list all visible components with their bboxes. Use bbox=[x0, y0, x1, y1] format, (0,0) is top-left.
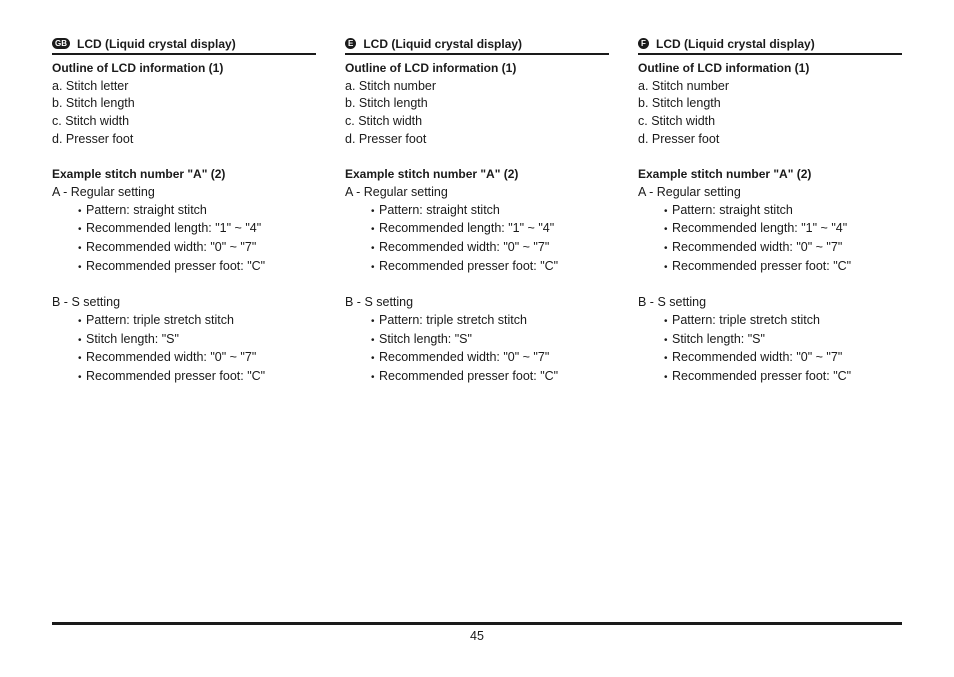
bullet-icon: • bbox=[664, 261, 668, 273]
language-badge: F bbox=[638, 38, 649, 49]
bullet-icon: • bbox=[78, 261, 82, 273]
list-item: • Recommended width: "0" ~ "7" bbox=[345, 239, 609, 258]
outline-item: a. Stitch letter bbox=[52, 78, 129, 93]
outline-title: Outline of LCD information (1) bbox=[638, 61, 810, 75]
bullet-icon: • bbox=[371, 315, 375, 327]
bullet-icon: • bbox=[78, 334, 82, 346]
list-item: • Recommended width: "0" ~ "7" bbox=[52, 239, 316, 258]
list-item: • Recommended presser foot: "C" bbox=[638, 258, 902, 277]
list-item: • Pattern: straight stitch bbox=[638, 202, 902, 221]
bullet-icon: • bbox=[371, 371, 375, 383]
outline-item: a. Stitch number bbox=[345, 78, 437, 93]
list-item: • Recommended length: "1" ~ "4" bbox=[52, 220, 316, 239]
list-item: • Pattern: triple stretch stitch bbox=[52, 312, 316, 331]
list-item: • Recommended width: "0" ~ "7" bbox=[638, 349, 902, 368]
list-item: • Recommended presser foot: "C" bbox=[52, 258, 316, 277]
list-item: • Recommended presser foot: "C" bbox=[638, 368, 902, 387]
list-item: • Recommended width: "0" ~ "7" bbox=[345, 349, 609, 368]
outline-item: b. Stitch length bbox=[52, 96, 135, 111]
list-item: • Recommended length: "1" ~ "4" bbox=[345, 220, 609, 239]
language-badge: GB bbox=[52, 38, 70, 49]
a-setting-title: A - Regular setting bbox=[52, 184, 155, 199]
list-item: • Recommended presser foot: "C" bbox=[345, 258, 609, 277]
column-gb bbox=[52, 34, 316, 387]
bullet-icon: • bbox=[664, 315, 668, 327]
list-item: • Recommended length: "1" ~ "4" bbox=[638, 220, 902, 239]
list-item: • Recommended presser foot: "C" bbox=[345, 368, 609, 387]
list-item: • Pattern: straight stitch bbox=[52, 202, 316, 221]
bullet-icon: • bbox=[664, 243, 668, 255]
outline-item: d. Presser foot bbox=[345, 131, 427, 146]
bullet-icon: • bbox=[78, 224, 82, 236]
language-badge: E bbox=[345, 38, 356, 49]
bullet-icon: • bbox=[78, 315, 82, 327]
outline-title: Outline of LCD information (1) bbox=[52, 61, 224, 75]
list-item: • Pattern: triple stretch stitch bbox=[638, 312, 902, 331]
list-item: • Pattern: triple stretch stitch bbox=[345, 312, 609, 331]
footer-divider bbox=[52, 622, 902, 625]
column-e bbox=[345, 34, 609, 387]
bullet-icon: • bbox=[78, 353, 82, 365]
outline-item: c. Stitch width bbox=[345, 114, 423, 129]
bullet-icon: • bbox=[371, 261, 375, 273]
list-item: • Pattern: straight stitch bbox=[345, 202, 609, 221]
bullet-icon: • bbox=[78, 243, 82, 255]
bullet-icon: • bbox=[371, 205, 375, 217]
bullet-icon: • bbox=[664, 224, 668, 236]
outline-title: Outline of LCD information (1) bbox=[345, 61, 517, 75]
outline-item: c. Stitch width bbox=[638, 114, 716, 129]
list-item: • Stitch length: "S" bbox=[52, 331, 316, 350]
outline-item: b. Stitch length bbox=[345, 96, 428, 111]
list-item: • Stitch length: "S" bbox=[638, 331, 902, 350]
example-title: Example stitch number "A" (2) bbox=[345, 167, 519, 182]
outline-item: d. Presser foot bbox=[52, 131, 134, 146]
bullet-icon: • bbox=[664, 353, 668, 365]
column-title: LCD (Liquid crystal display) bbox=[77, 36, 236, 51]
outline-item: b. Stitch length bbox=[638, 96, 721, 111]
column-header bbox=[638, 34, 902, 55]
column-title: LCD (Liquid crystal display) bbox=[363, 36, 523, 51]
list-item: • Stitch length: "S" bbox=[345, 331, 609, 350]
bullet-icon: • bbox=[371, 334, 375, 346]
bullet-icon: • bbox=[371, 243, 375, 255]
b-setting-title: B - S setting bbox=[345, 295, 414, 310]
b-setting-title: B - S setting bbox=[638, 295, 707, 310]
outline-item: d. Presser foot bbox=[638, 131, 720, 146]
a-setting-title: A - Regular setting bbox=[345, 184, 448, 199]
bullet-icon: • bbox=[664, 371, 668, 383]
bullet-icon: • bbox=[371, 353, 375, 365]
b-setting-title: B - S setting bbox=[52, 295, 121, 310]
a-setting-title: A - Regular setting bbox=[638, 184, 741, 199]
list-item: • Recommended width: "0" ~ "7" bbox=[638, 239, 902, 258]
bullet-icon: • bbox=[371, 224, 375, 236]
list-item: • Recommended width: "0" ~ "7" bbox=[52, 349, 316, 368]
bullet-icon: • bbox=[664, 205, 668, 217]
example-title: Example stitch number "A" (2) bbox=[638, 167, 812, 182]
column-f bbox=[638, 34, 902, 387]
column-title: LCD (Liquid crystal display) bbox=[656, 36, 815, 51]
outline-item: a. Stitch number bbox=[638, 78, 730, 93]
column-header bbox=[52, 34, 316, 55]
column-header bbox=[345, 34, 609, 55]
bullet-icon: • bbox=[78, 371, 82, 383]
bullet-icon: • bbox=[664, 334, 668, 346]
example-title: Example stitch number "A" (2) bbox=[52, 167, 226, 182]
list-item: • Recommended presser foot: "C" bbox=[52, 368, 316, 387]
bullet-icon: • bbox=[78, 205, 82, 217]
page-number: 45 bbox=[470, 629, 484, 643]
outline-item: c. Stitch width bbox=[52, 114, 130, 129]
